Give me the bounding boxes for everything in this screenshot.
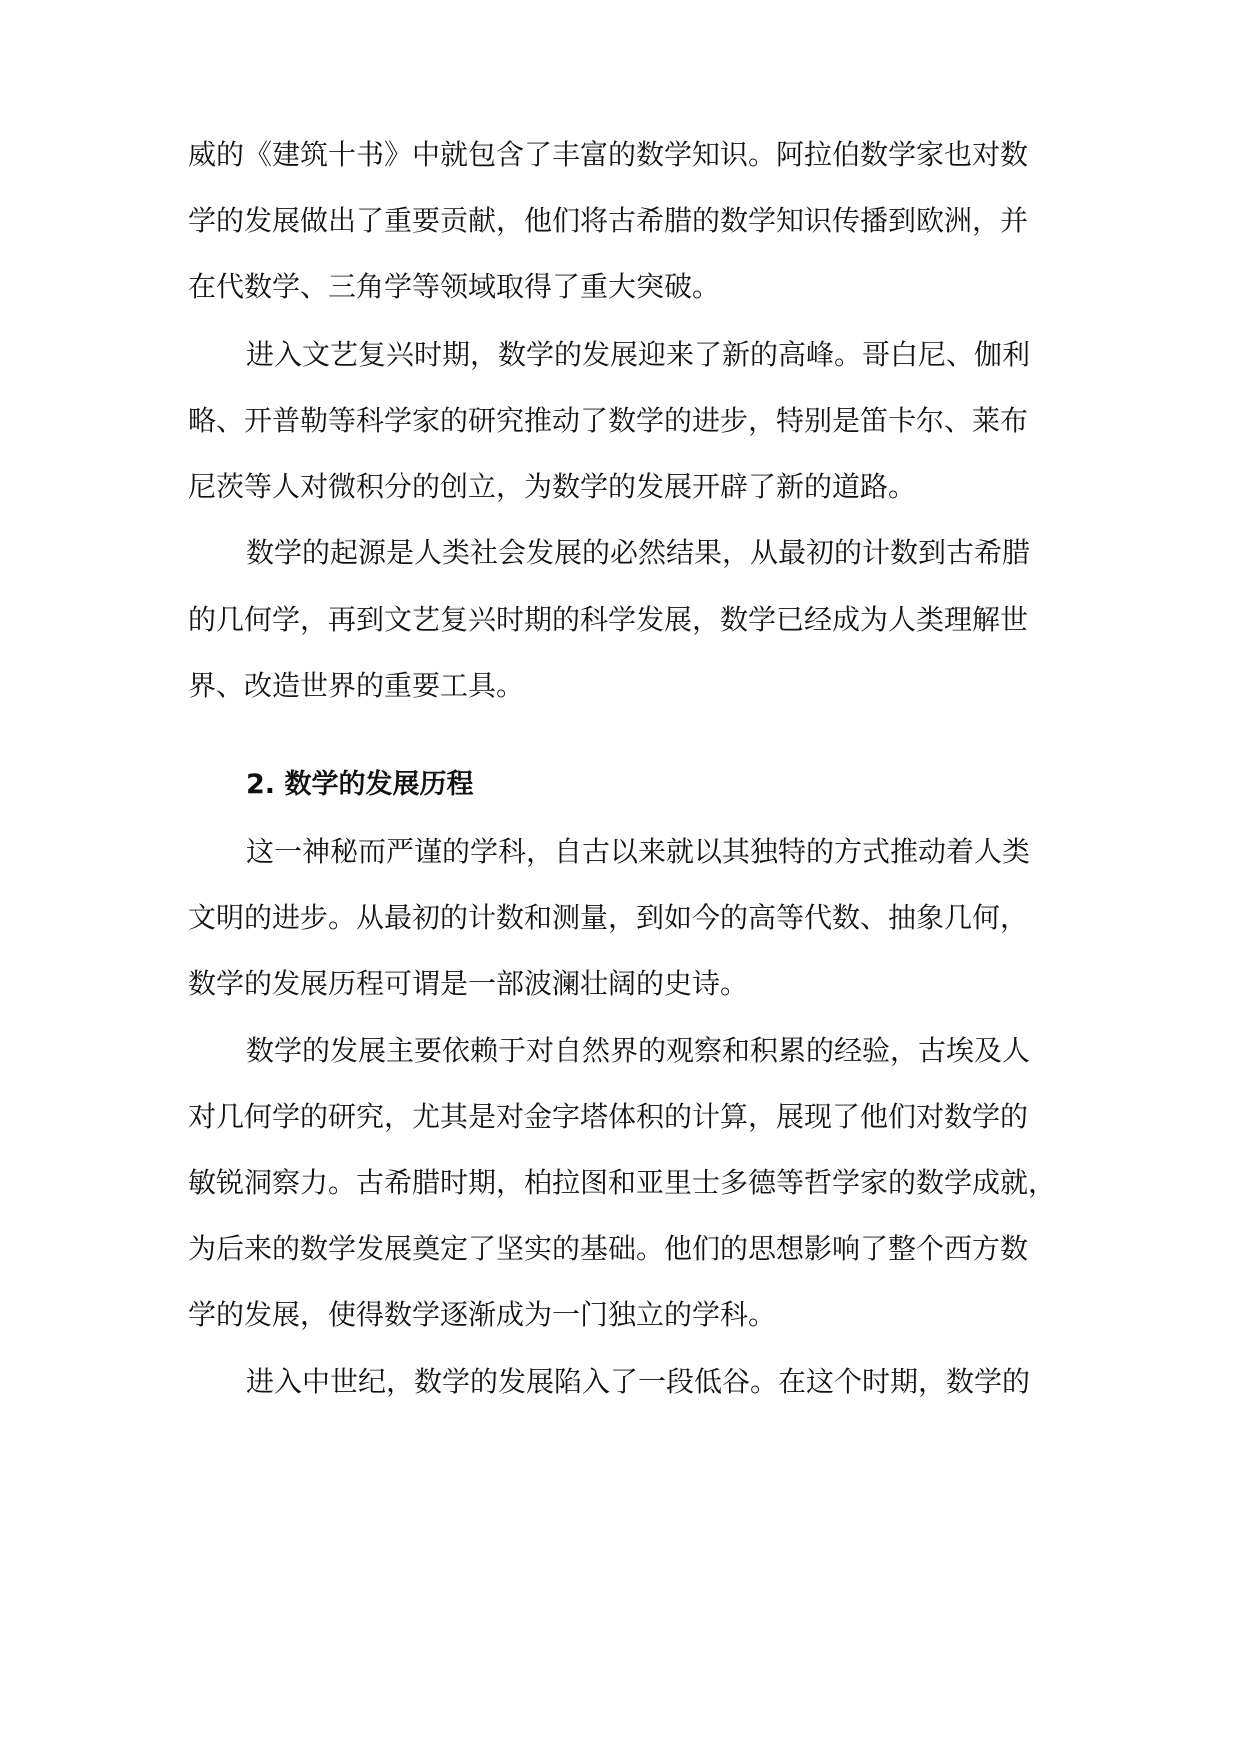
paragraph-1-line-2: 学的发展做出了重要贡献，他们将古希腊的数学知识传播到欧洲，并 [188,204,1029,237]
section-heading: 2. 数学的发展历程 [246,769,474,800]
section-paragraph-1-line-3: 数学的发展历程可谓是一部波澜壮阔的史诗。 [188,967,749,1000]
paragraph-2-line-2: 略、开普勒等科学家的研究推动了数学的进步，特别是笛卡尔、莱布 [188,404,1029,437]
section-paragraph-3-line-1: 进入中世纪，数学的发展陷入了一段低谷。在这个时期，数学的 [246,1365,1031,1398]
paragraph-1-line-1: 威的《建筑十书》中就包含了丰富的数学知识。阿拉伯数学家也对数 [188,138,1029,171]
paragraph-1-line-3: 在代数学、三角学等领域取得了重大突破。 [188,270,721,303]
section-paragraph-2-line-4: 为后来的数学发展奠定了坚实的基础。他们的思想影响了整个西方数 [188,1232,1029,1265]
paragraph-2-line-1: 进入文艺复兴时期，数学的发展迎来了新的高峰。哥白尼、伽利 [246,338,1031,371]
section-paragraph-2-line-5: 学的发展，使得数学逐渐成为一门独立的学科。 [188,1298,777,1331]
section-paragraph-2-line-2: 对几何学的研究，尤其是对金字塔体积的计算，展现了他们对数学的 [188,1100,1029,1133]
paragraph-2-line-3: 尼茨等人对微积分的创立，为数学的发展开辟了新的道路。 [188,470,917,503]
paragraph-3-line-3: 界、改造世界的重要工具。 [188,669,525,702]
paragraph-3-line-1: 数学的起源是人类社会发展的必然结果，从最初的计数到古希腊 [246,536,1031,569]
section-paragraph-2-line-1: 数学的发展主要依赖于对自然界的观察和积累的经验，古埃及人 [246,1034,1031,1067]
paragraph-3-line-2: 的几何学，再到文艺复兴时期的科学发展，数学已经成为人类理解世 [188,603,1029,636]
section-paragraph-1-line-1: 这一神秘而严谨的学科，自古以来就以其独特的方式推动着人类 [246,835,1031,868]
section-paragraph-2-line-3: 敏锐洞察力。古希腊时期，柏拉图和亚里士多德等哲学家的数学成就， [188,1166,1057,1199]
section-paragraph-1-line-2: 文明的进步。从最初的计数和测量，到如今的高等代数、抽象几何， [188,901,1029,934]
